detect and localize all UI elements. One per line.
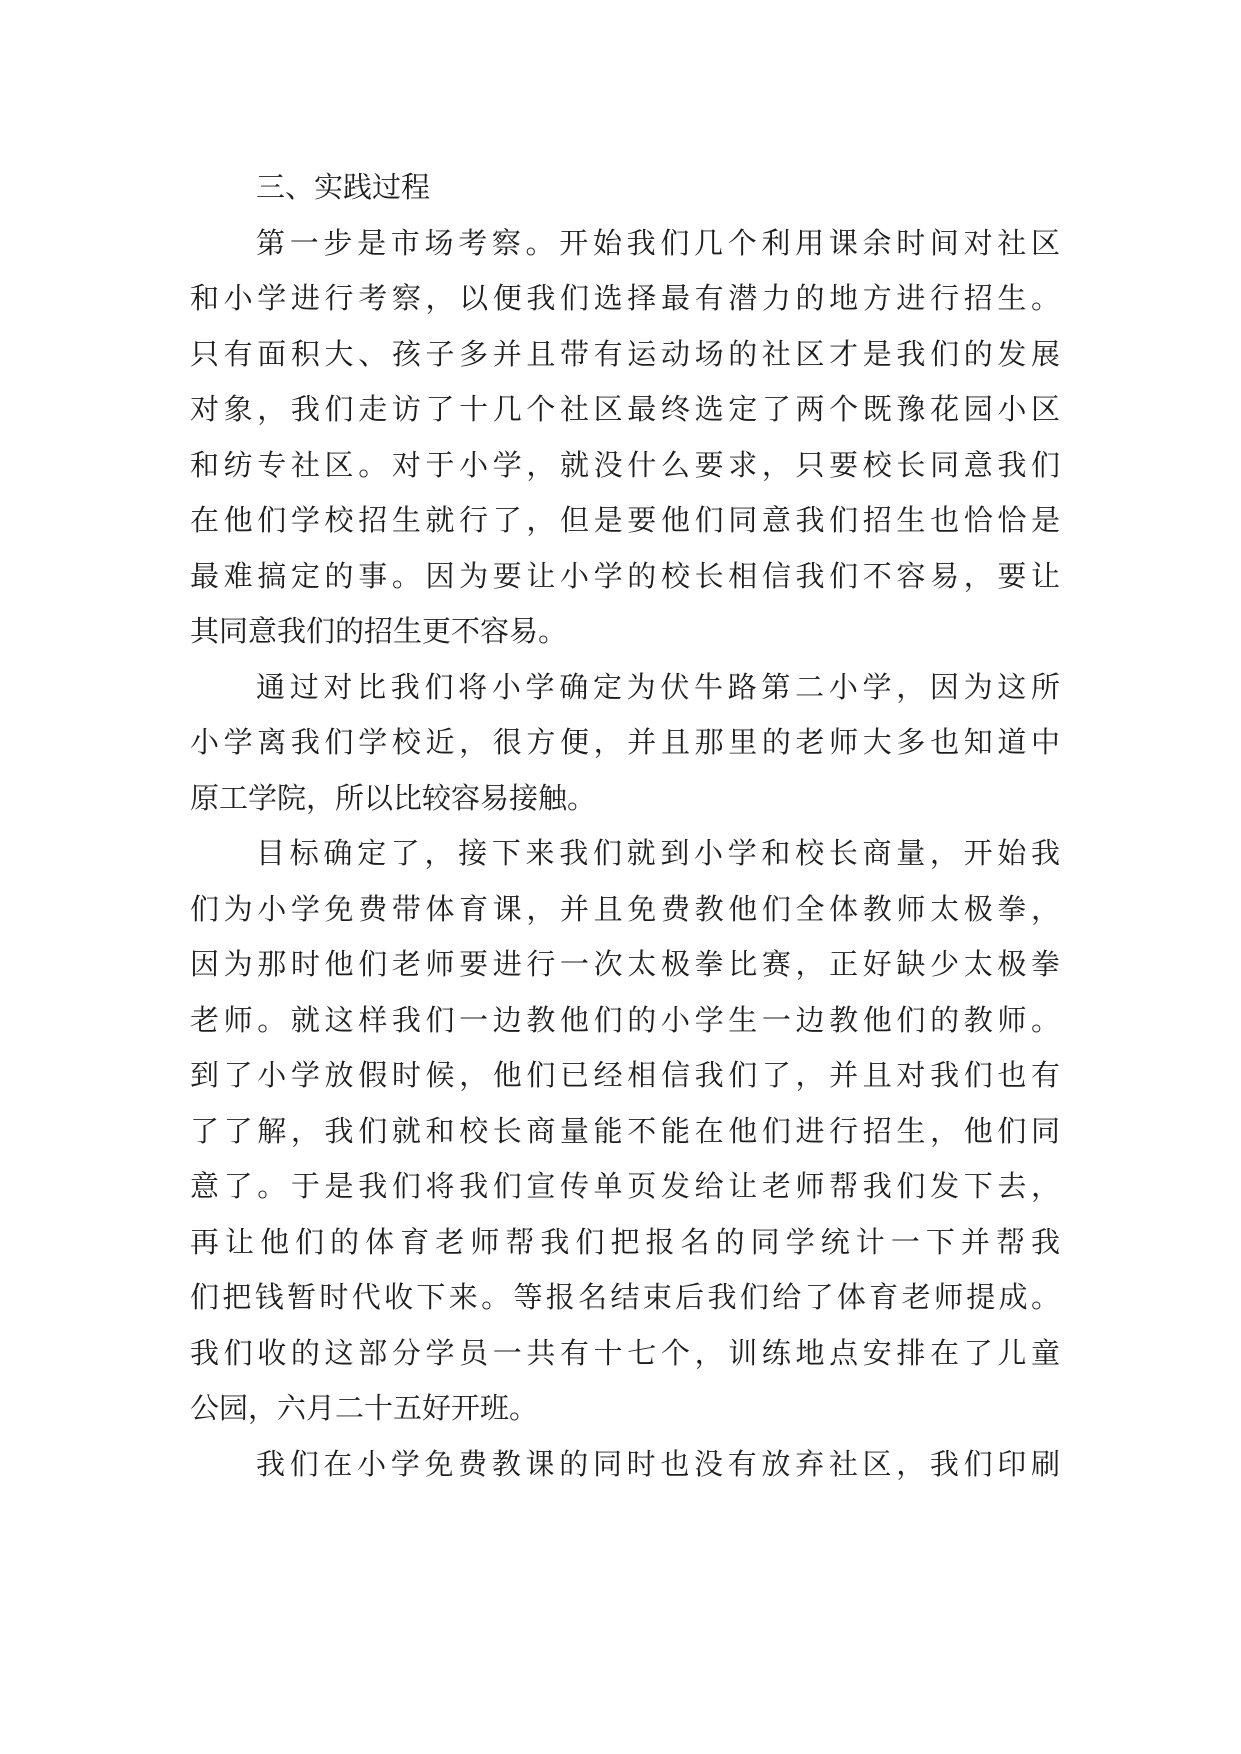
paragraph-line: 到了小学放假时候，他们已经相信我们了，并且对我们也有 bbox=[190, 1058, 1060, 1092]
paragraph-line: 对象，我们走访了十几个社区最终选定了两个既豫花园小区 bbox=[190, 392, 1060, 426]
paragraph-line: 老师。就这样我们一边教他们的小学生一边教他们的教师。 bbox=[190, 1002, 1060, 1037]
paragraph-line: 原工学院，所以比较容易接触。 bbox=[190, 780, 597, 815]
paragraph-line: 通过对比我们将小学确定为伏牛路第二小学，因为这所 bbox=[256, 669, 1060, 704]
paragraph-line: 因为那时他们老师要进行一次太极拳比赛，正好缺少太极拳 bbox=[190, 947, 1060, 981]
paragraph-school-choice bbox=[190, 660, 1060, 827]
paragraph-line: 再让他们的体育老师帮我们把报名的同学统计一下并帮我 bbox=[190, 1224, 1060, 1259]
section-heading: 三、实践过程 bbox=[256, 170, 431, 204]
paragraph-line: 了了解，我们就和校长商量能不能在他们进行招生，他们同 bbox=[190, 1113, 1060, 1148]
paragraph-line: 们把钱暂时代收下来。等报名结束后我们给了体育老师提成。 bbox=[190, 1280, 1060, 1314]
paragraph-line: 我们在小学免费教课的同时也没有放弃社区，我们印刷 bbox=[256, 1446, 1060, 1481]
paragraph-line: 小学离我们学校近，很方便，并且那里的老师大多也知道中 bbox=[190, 725, 1060, 759]
paragraph-line: 只有面积大、孩子多并且带有运动场的社区才是我们的发展 bbox=[190, 336, 1060, 371]
paragraph-recruitment bbox=[190, 826, 1060, 1437]
paragraph-line: 第一步是市场考察。开始我们几个利用课余时间对社区 bbox=[256, 225, 1060, 260]
paragraph-market-survey bbox=[190, 216, 1060, 660]
paragraph-line: 最难搞定的事。因为要让小学的校长相信我们不容易，要让 bbox=[190, 558, 1060, 593]
paragraph-community bbox=[190, 1437, 1060, 1493]
paragraph-line: 意了。于是我们将我们宣传单页发给让老师帮我们发下去， bbox=[190, 1169, 1060, 1203]
paragraph-line: 们为小学免费带体育课，并且免费教他们全体教师太极拳， bbox=[190, 891, 1060, 926]
paragraph-line: 其同意我们的招生更不容易。 bbox=[190, 614, 568, 648]
paragraph-line: 和小学进行考察，以便我们选择最有潜力的地方进行招生。 bbox=[190, 281, 1060, 315]
paragraph-line: 我们收的这部分学员一共有十七个，训练地点安排在了儿童 bbox=[190, 1335, 1060, 1370]
paragraph-line: 目标确定了，接下来我们就到小学和校长商量，开始我 bbox=[256, 836, 1060, 870]
paragraph-line: 在他们学校招生就行了，但是要他们同意我们招生也恰恰是 bbox=[190, 503, 1060, 537]
paragraph-line: 公园，六月二十五好开班。 bbox=[190, 1391, 539, 1425]
paragraph-line: 和纺专社区。对于小学，就没什么要求，只要校长同意我们 bbox=[190, 447, 1060, 482]
document-body bbox=[190, 160, 1060, 1492]
